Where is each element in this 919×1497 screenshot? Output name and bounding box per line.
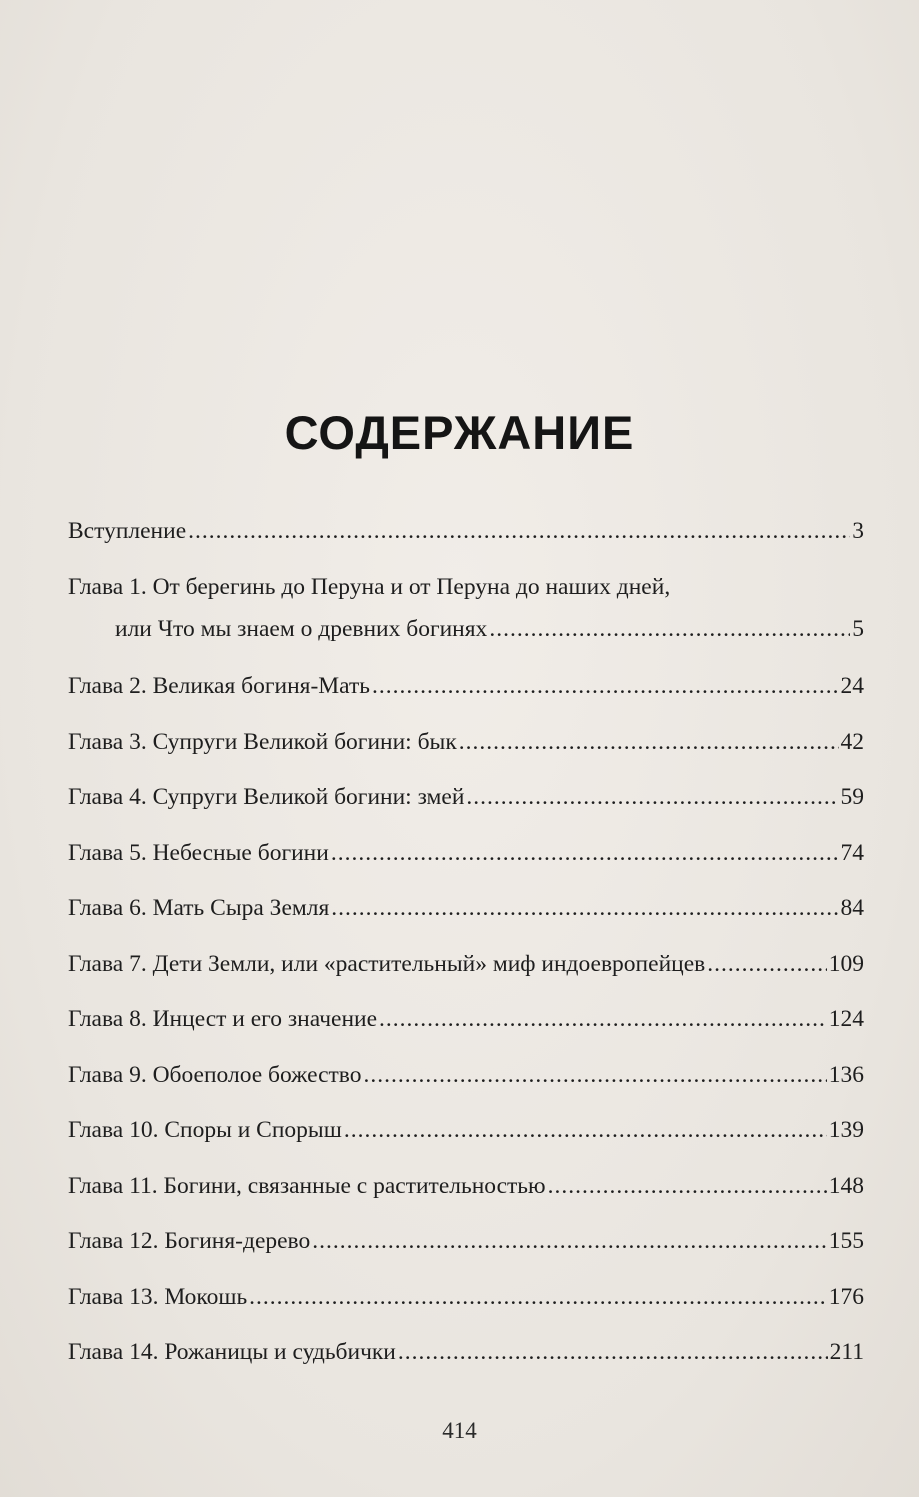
- leader-dots: [249, 1282, 827, 1312]
- leader-dots: [344, 1115, 827, 1145]
- page-title: СОДЕРЖАНИЕ: [284, 406, 635, 459]
- toc-entry-page: 3: [852, 518, 864, 544]
- toc-entry-label: Глава 12. Богиня-дерево: [68, 1228, 311, 1254]
- toc-entry: [68, 838, 864, 868]
- toc-entry: [68, 1226, 864, 1256]
- toc-entry-label: Глава 2. Великая богиня-Мать: [68, 673, 370, 699]
- leader-dots: [312, 1226, 827, 1256]
- leader-dots: [489, 614, 850, 644]
- toc-entry-page: 176: [828, 1284, 864, 1310]
- toc-entry-page: 211: [829, 1339, 864, 1365]
- toc-entry-label: Глава 1. От берегинь до Перуна и от Перуна до наших дней,: [68, 574, 671, 600]
- toc-entry-page: 84: [840, 895, 864, 921]
- toc-entry: [68, 782, 864, 812]
- leader-dots: [459, 727, 839, 757]
- toc-entry-label: Глава 4. Супруги Великой богини: змей: [68, 784, 465, 810]
- toc-entry-label: Глава 6. Мать Сыра Земля: [68, 895, 330, 921]
- toc-entry-label: Вступление: [68, 518, 187, 544]
- toc-entry-label: Глава 10. Споры и Спорыш: [68, 1117, 342, 1143]
- leader-dots: [707, 949, 827, 979]
- toc-entry: [68, 572, 864, 644]
- toc-entry-label-continuation: или Что мы знаем о древних богинях: [115, 616, 488, 642]
- toc-entry-label: Глава 3. Супруги Великой богини: бык: [68, 729, 457, 755]
- toc-entry: [68, 1171, 864, 1201]
- toc-entry: [68, 1337, 864, 1367]
- toc-entry: [68, 671, 864, 701]
- leader-dots: [466, 782, 838, 812]
- leader-dots: [364, 1060, 827, 1090]
- toc-entry-page: 5: [852, 616, 864, 642]
- leader-dots: [331, 893, 838, 923]
- toc-entry-page: 155: [828, 1228, 864, 1254]
- toc-entry: [68, 949, 864, 979]
- toc-entry-page: 59: [840, 784, 864, 810]
- toc-entry-page: 74: [840, 840, 864, 866]
- toc-entry: [68, 1282, 864, 1312]
- leader-dots: [372, 671, 839, 701]
- toc-entry-page: 109: [828, 951, 864, 977]
- toc-entry-page: 24: [840, 673, 864, 699]
- toc-entry: [68, 516, 864, 546]
- toc-entry-label: Глава 11. Богини, связанные с растительностью: [68, 1173, 546, 1199]
- leader-dots: [398, 1337, 828, 1367]
- toc-entry: [68, 727, 864, 757]
- leader-dots: [331, 838, 839, 868]
- toc-entry: [68, 1060, 864, 1090]
- toc-entry-label: Глава 7. Дети Земли, или «растительный» миф индоевропейцев: [68, 951, 706, 977]
- toc-entry-page: 148: [828, 1173, 864, 1199]
- leader-dots: [379, 1004, 827, 1034]
- toc-entry-label: Глава 5. Небесные богини: [68, 840, 329, 866]
- toc-entry-page: 139: [828, 1117, 864, 1143]
- toc-entry-label: Глава 8. Инцест и его значение: [68, 1006, 378, 1032]
- toc-entry-label: Глава 13. Мокошь: [68, 1284, 248, 1310]
- toc-entry-page: 124: [828, 1006, 864, 1032]
- leader-dots: [548, 1171, 827, 1201]
- toc-entry: [68, 893, 864, 923]
- page-number: 414: [442, 1418, 477, 1443]
- toc-entry-label: Глава 9. Обоеполое божество: [68, 1062, 362, 1088]
- toc-entry: [68, 1004, 864, 1034]
- toc-entry-page: 42: [840, 729, 864, 755]
- toc-entry: [68, 1115, 864, 1145]
- leader-dots: [188, 516, 850, 546]
- toc-entry-label: Глава 14. Рожаницы и судьбички: [68, 1339, 396, 1365]
- toc-entry-page: 136: [828, 1062, 864, 1088]
